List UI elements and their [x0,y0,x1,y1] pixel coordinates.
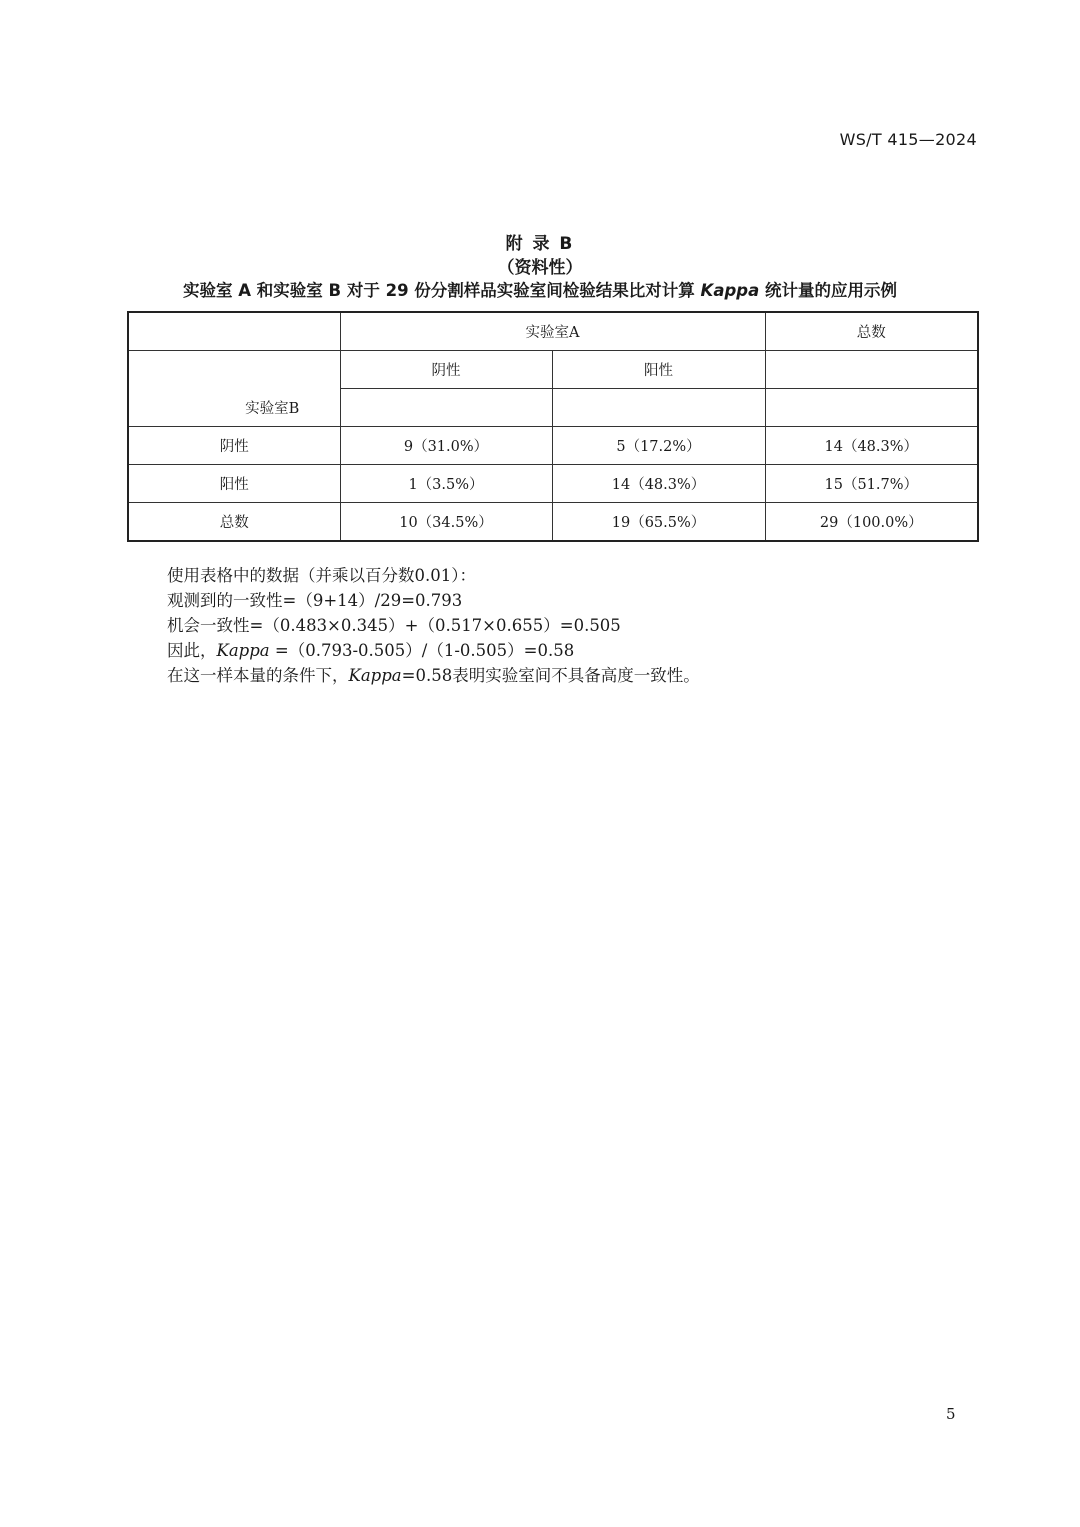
table-row [128,503,978,542]
appendix-nature: （资料性） [497,258,583,278]
calc-kappa-italic: Kappa [216,641,270,660]
caption-text-post: 统计量的应用示例 [759,281,897,300]
lab-a-positive-header: 阳性 [552,351,765,389]
calc-line-chance: 机会一致性=（0.483×0.345）+（0.517×0.655）=0.505 [167,616,621,635]
cell-a-positive: 14（48.3%） [552,465,765,503]
caption-text-pre: 实验室 A 和实验室 B 对于 29 份分割样品实验室间检验结果比对计算 [183,281,701,300]
caption-kappa: Kappa [700,281,760,300]
lab-b-header: 实验室B [128,389,340,427]
table-row [128,465,978,503]
page-number: 5 [946,1405,956,1423]
blank-cell [340,389,552,427]
corner-cell-2 [128,351,340,389]
blank-cell [765,389,978,427]
cell-total: 29（100.0%） [765,503,978,542]
cell-a-negative: 10（34.5%） [340,503,552,542]
row-label: 总数 [128,503,340,542]
calc-conclusion-pre: 在这一样本量的条件下， [167,666,349,685]
document-code: WS/T 415—2024 [839,130,977,149]
total-header-blank [765,351,978,389]
calc-conclusion-italic: Kappa [348,666,402,685]
cell-total: 15（51.7%） [765,465,978,503]
appendix-title: 附 录 B [505,234,575,254]
row-label: 阴性 [128,427,340,465]
calc-line-kappa [167,638,700,663]
corner-cell [128,312,340,351]
calc-kappa-pre: 因此， [167,641,217,660]
cell-a-positive: 19（65.5%） [552,503,765,542]
calc-line-observed: 观测到的一致性=（9+14）/29=0.793 [167,591,463,610]
cell-a-positive: 5（17.2%） [552,427,765,465]
table-row [128,427,978,465]
cell-a-negative: 1（3.5%） [340,465,552,503]
table-header-row-3 [128,389,978,427]
table-header-row-2 [128,351,978,389]
kappa-comparison-table [127,311,979,542]
cell-a-negative: 9（31.0%） [340,427,552,465]
calc-conclusion-post: =0.58表明实验室间不具备高度一致性。 [401,666,700,685]
cell-total: 14（48.3%） [765,427,978,465]
lab-a-negative-header: 阴性 [340,351,552,389]
table-header-row-1 [128,312,978,351]
table-caption [0,277,1080,301]
total-header: 总数 [765,312,978,351]
calc-line-conclusion [167,663,700,688]
lab-a-header: 实验室A [340,312,765,351]
row-label: 阳性 [128,465,340,503]
blank-cell [552,389,765,427]
calculation-text [167,563,700,688]
calc-line-intro: 使用表格中的数据（并乘以百分数0.01）： [167,566,476,585]
calc-kappa-post: =（0.793-0.505）/（1-0.505）=0.58 [269,641,575,660]
